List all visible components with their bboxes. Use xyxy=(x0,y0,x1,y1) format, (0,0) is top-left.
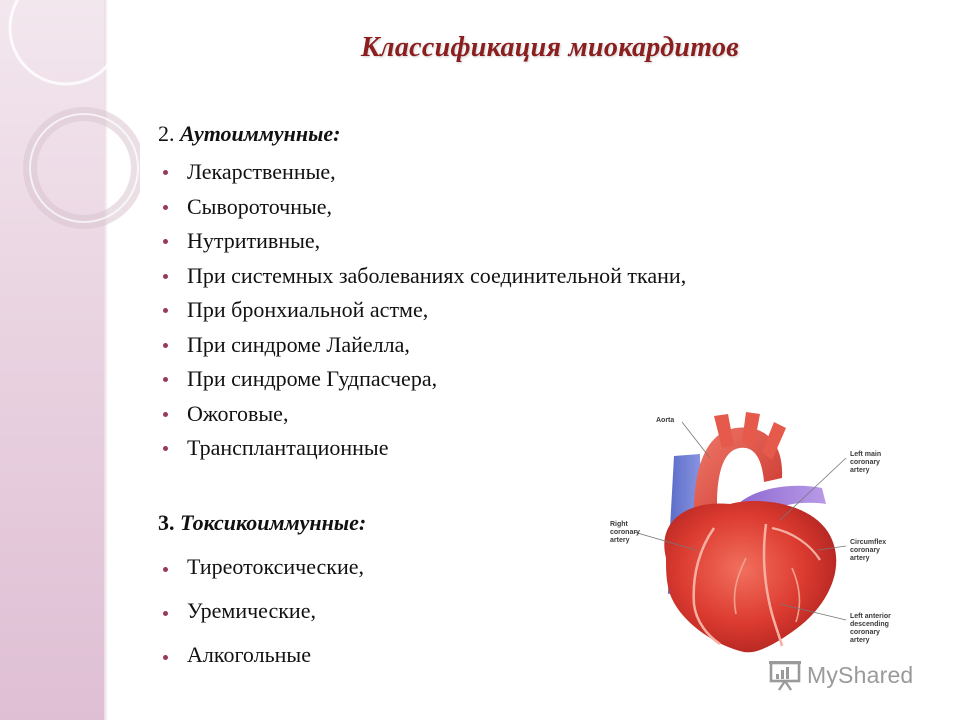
list-item xyxy=(158,362,686,397)
list-item xyxy=(158,224,686,259)
presentation-board-icon xyxy=(768,659,802,691)
bullet-icon xyxy=(163,308,168,313)
list-item-text: При системных заболеваниях соединительной ткани, xyxy=(187,262,687,288)
list-item-text: При синдроме Гудпасчера, xyxy=(187,366,438,391)
list-item-text: Лекарственные, xyxy=(187,159,336,184)
list-item xyxy=(158,328,686,363)
decorative-ring-top xyxy=(10,0,122,84)
bullet-icon xyxy=(163,412,168,417)
heart-label-lad: Left anterior descending coronary artery xyxy=(850,613,891,644)
bullet-icon xyxy=(163,446,168,451)
list-item xyxy=(158,591,364,635)
bullet-icon xyxy=(163,343,168,348)
heart-label-left-main: Left main coronary artery xyxy=(850,451,882,474)
list-item-text: Алкогольные xyxy=(187,642,311,667)
section-heading-text: Токсикоиммунные: xyxy=(180,510,367,535)
list-item xyxy=(158,190,686,225)
list-item-text: Нутритивные, xyxy=(187,228,321,253)
watermark xyxy=(768,657,913,693)
bullet-icon xyxy=(163,655,168,660)
list-item xyxy=(158,259,686,294)
list-item-text: Уремические, xyxy=(187,598,316,623)
bullet-icon xyxy=(163,239,168,244)
bullet-icon xyxy=(163,611,168,616)
section-heading-toxicoimmune xyxy=(158,510,366,536)
toxicoimmune-list xyxy=(158,547,364,679)
section-heading-text: Аутоиммунные: xyxy=(180,121,341,146)
list-item-text: При бронхиальной астме, xyxy=(187,297,429,322)
bullet-icon xyxy=(163,205,168,210)
heart-label-circumflex: Circumflex coronary artery xyxy=(850,539,887,562)
heart-body-shape xyxy=(664,501,836,652)
list-item-text: Трансплантационные xyxy=(187,435,389,460)
bullet-icon xyxy=(163,274,168,279)
heart-label-aorta: Aorta xyxy=(656,417,675,424)
heart-illustration xyxy=(596,408,916,658)
section-number: 3. xyxy=(158,510,175,535)
watermark-text: MyShared xyxy=(807,661,914,688)
decorative-rings xyxy=(0,0,140,260)
slide-title: Классификация миокардитов xyxy=(360,32,740,63)
list-item xyxy=(158,547,364,591)
list-item xyxy=(158,635,364,679)
bullet-icon xyxy=(163,377,168,382)
bullet-icon xyxy=(163,170,168,175)
list-item-text: Ожоговые, xyxy=(187,400,289,426)
list-item xyxy=(158,155,686,190)
decorative-ring-thin xyxy=(30,114,138,222)
list-item-text: При синдроме Лайелла, xyxy=(187,331,410,357)
list-item-text: Сывороточные, xyxy=(187,193,333,219)
section-number: 2. xyxy=(158,121,175,146)
leader-line xyxy=(682,422,710,458)
bullet-icon xyxy=(163,567,168,572)
section-heading-autoimmune xyxy=(158,121,340,147)
list-item xyxy=(158,293,686,328)
list-item-text: Тиреотоксические, xyxy=(187,554,365,579)
heart-label-right-coronary: Right coronary artery xyxy=(610,521,640,544)
